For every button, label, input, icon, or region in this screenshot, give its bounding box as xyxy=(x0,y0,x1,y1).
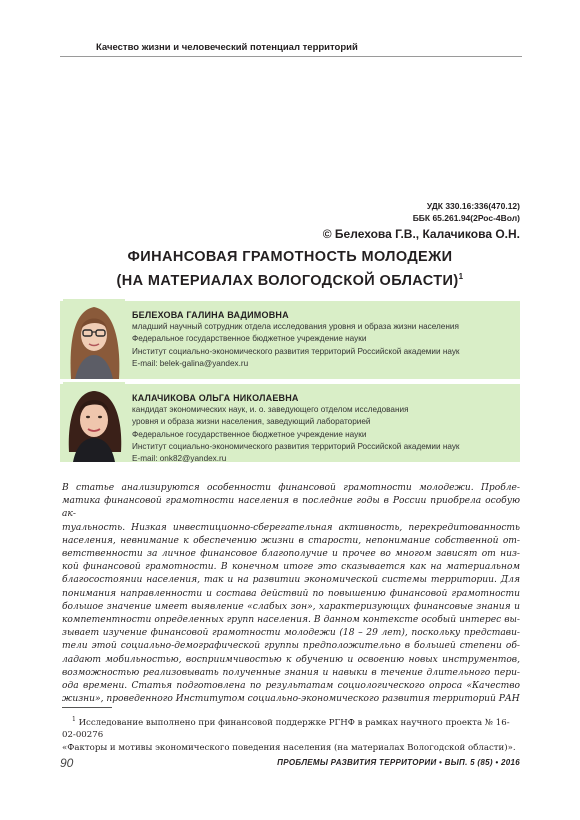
abstract-line: матика финансовой грамотности населения в последние годы в России приобрела особую ак- xyxy=(62,496,520,520)
author-photo-kalachikova xyxy=(63,382,125,462)
title-line-2-text: (НА МАТЕРИАЛАХ ВОЛОГОДСКОЙ ОБЛАСТИ) xyxy=(116,272,459,289)
author-institute: Институт социально-экономического развития территорий Российской академии наук xyxy=(132,441,460,451)
author-organization: Федеральное государственное бюджетное учреждение науки xyxy=(132,334,367,344)
authors-copyright: © Белехова Г.В., Калачикова О.Н. xyxy=(322,227,520,241)
author-degree: кандидат экономических наук, и. о. заведующего отделом исследования xyxy=(132,405,409,415)
abstract-line: туальность. Низкая инвестиционно-сберегательная активность, перекредитованность xyxy=(62,522,520,533)
abstract-line: населения, невнимание к обеспечению жизни в старости, непонимание собственной от- xyxy=(62,535,520,546)
abstract-line: возможностью реализовывать полученные знания и навыки в течение длительного пери- xyxy=(62,667,520,678)
udk-code: УДК 330.16:336(470.12) xyxy=(426,201,520,211)
article-title xyxy=(60,247,520,291)
author-email: E-mail: belek-galina@yandex.ru xyxy=(132,358,249,368)
bbk-code: ББК 65.261.94(2Рос-4Вол) xyxy=(412,213,520,223)
title-line-2 xyxy=(60,267,520,291)
author-name: БЕЛЕХОВА ГАЛИНА ВАДИМОВНА xyxy=(132,310,289,320)
title-line-1: ФИНАНСОВАЯ ГРАМОТНОСТЬ МОЛОДЕЖИ xyxy=(127,249,453,265)
abstract-line: зывает изучение финансовой грамотности молодежи (18 – 29 лет), поскольку представи- xyxy=(62,628,520,639)
author-photo-belekhova xyxy=(63,299,125,379)
author-organization: Федеральное государственное бюджетное учреждение науки xyxy=(132,429,367,439)
journal-footer: ПРОБЛЕМЫ РАЗВИТИЯ ТЕРРИТОРИИ • ВЫП. 5 (85) • 2016 xyxy=(277,758,520,767)
abstract-line: понимания направленности и состава действий по повышению финансовой грамотности xyxy=(62,588,520,599)
author-email: E-mail: onk82@yandex.ru xyxy=(132,454,227,464)
article-meta xyxy=(323,200,520,243)
author-info-belekhova xyxy=(132,309,460,370)
footnote-line-2: «Факторы и мотивы экономического поведения населения (на материалах Вологодской области)». xyxy=(62,742,516,753)
abstract-line: В статье анализируются особенности финансовой грамотности молодежи. Пробле- xyxy=(62,483,520,493)
abstract-line: кой финансовой грамотности. В конечном итоге это сказывается как на материальном xyxy=(62,562,520,573)
footnote xyxy=(62,714,520,754)
author-position: младший научный сотрудник отдела исследования уровня и образа жизни населения xyxy=(132,322,459,332)
author-name: КАЛАЧИКОВА ОЛЬГА НИКОЛАЕВНА xyxy=(132,393,299,403)
title-footnote-mark: 1 xyxy=(458,272,464,281)
page-number: 90 xyxy=(60,756,74,770)
abstract-line: благосостоянии населения, так и на развитии экономической системы территории. Для xyxy=(62,575,520,586)
footnote-line-1: Исследование выполнено при финансовой поддержке РГНФ в рамках научного проекта № 16-02-00276 xyxy=(62,717,510,741)
footnote-divider xyxy=(62,707,112,708)
running-title: Качество жизни и человеческий потенциал территорий xyxy=(96,42,358,53)
author-card-belekhova xyxy=(60,301,520,379)
abstract-line: ветственности за личное финансовое благополучие и прочее во многом зависят от низ- xyxy=(62,549,520,560)
author-card-kalachikova xyxy=(60,384,520,462)
abstract-line: жизни», проведенного Институтом социально-экономического развития территорий РАН xyxy=(62,694,520,705)
abstract-line: тели этой социально-демографической группы предположительно в большей степени об- xyxy=(62,641,520,652)
author-institute: Институт социально-экономического развития территорий Российской академии наук xyxy=(132,346,460,356)
abstract-line: ода времени. Статья подготовлена по результатам социологического опроса «Качество xyxy=(62,681,520,692)
header-divider xyxy=(60,56,522,57)
author-position: уровня и образа жизни населения, заведующий лабораторией xyxy=(132,417,371,427)
abstract-line: компетентности определенных групп населения. В данном контексте особый интерес вы- xyxy=(62,615,520,626)
abstract xyxy=(62,482,520,706)
abstract-line: большое значение имеет выявление «слабых зон», характеризующих финансовые знания и xyxy=(62,601,520,612)
abstract-line: ладают мобильностью, восприимчивостью к обучению и освоению новых инструментов, xyxy=(62,654,520,665)
footnote-mark: 1 xyxy=(72,716,76,723)
author-info-kalachikova xyxy=(132,392,460,465)
